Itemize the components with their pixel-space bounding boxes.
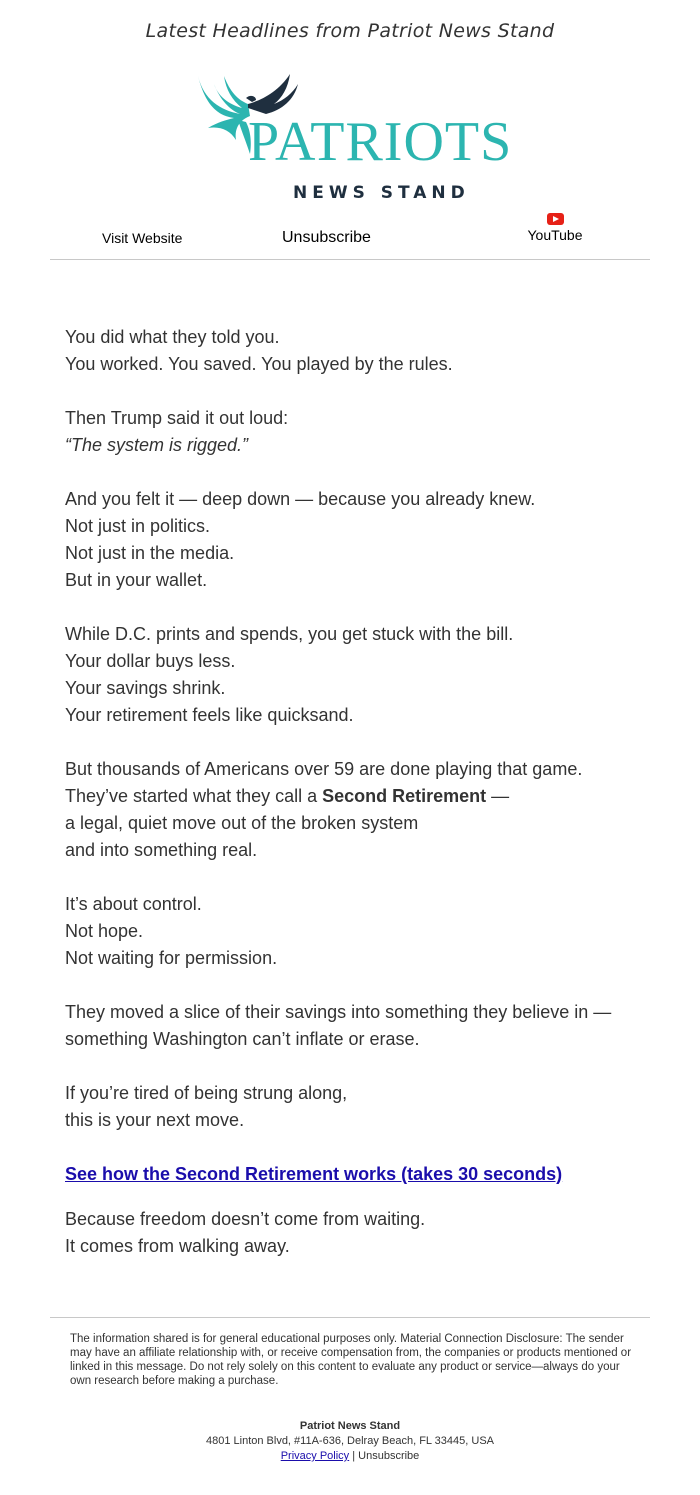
text-line: Then Trump said it out loud: [65, 408, 289, 428]
youtube-link[interactable] [527, 213, 583, 243]
text-line: this is your next move. [65, 1110, 245, 1130]
unsubscribe-link[interactable]: Unsubscribe [282, 229, 371, 246]
text-line: But thousands of Americans over 59 are done playing that game. [65, 759, 583, 779]
disclaimer-text: The information shared is for general educational purposes only. Material Connection Disclosure: The sender may have an affiliate relationship with, or receive compensation from, the companies or products mentioned or linked in this message. Do not rely solely on this content to evaluate any product or service—always do your own research before making a purchase. [70, 1333, 632, 1387]
text-line: Not hope. [65, 921, 144, 941]
paragraph-6 [65, 891, 655, 972]
email-body [65, 324, 655, 1287]
text-fragment: — [486, 786, 510, 806]
text-line: Your retirement feels like quicksand. [65, 705, 354, 725]
paragraph-2 [65, 405, 655, 459]
text-line: Your dollar buys less. [65, 651, 236, 671]
text-line: a legal, quiet move out of the broken system [65, 813, 419, 833]
text-line: While D.C. prints and spends, you get stuck with the bill. [65, 624, 514, 644]
paragraph-5 [65, 756, 655, 864]
text-line: and into something real. [65, 840, 258, 860]
paragraph-8 [65, 1080, 655, 1134]
text-fragment: They’ve started what they call a [65, 786, 323, 806]
footer-separator: | [352, 1450, 356, 1462]
text-line: Your savings shrink. [65, 678, 226, 698]
text-line: It comes from walking away. [65, 1236, 290, 1256]
text-line: Not waiting for permission. [65, 948, 278, 968]
text-line: You worked. You saved. You played by the rules. [65, 354, 453, 374]
text-line: Because freedom doesn’t come from waiting. [65, 1209, 426, 1229]
youtube-icon [547, 213, 564, 225]
visit-website-link[interactable]: Visit Website [102, 230, 183, 246]
text-line: It’s about control. [65, 894, 202, 914]
logo-wordmark: PATRIOTS [248, 111, 513, 173]
bold-phrase: Second Retirement [322, 786, 487, 806]
footer-unsubscribe-link[interactable]: Unsubscribe [358, 1450, 420, 1462]
patriots-news-stand-logo[interactable] [190, 70, 520, 210]
paragraph-9 [65, 1206, 655, 1260]
logo-subtitle: NEWS STAND [293, 183, 470, 203]
paragraph-7 [65, 999, 655, 1053]
footer [0, 1419, 700, 1464]
text-line: If you’re tired of being strung along, [65, 1083, 348, 1103]
youtube-label: YouTube [527, 227, 583, 243]
text-line: You did what they told you. [65, 327, 280, 347]
header-divider [50, 259, 650, 260]
paragraph-3 [65, 486, 655, 594]
footer-links [0, 1449, 700, 1464]
privacy-policy-link[interactable]: Privacy Policy [280, 1450, 350, 1462]
paragraph-1 [65, 324, 655, 378]
paragraph-4 [65, 621, 655, 729]
preheader-text: Latest Headlines from Patriot News Stand [145, 20, 555, 42]
footer-company-name: Patriot News Stand [299, 1420, 401, 1432]
text-line: They moved a slice of their savings into something they believe in — [65, 1002, 612, 1022]
text-line: But in your wallet. [65, 570, 208, 590]
footer-divider [50, 1317, 650, 1318]
text-line [65, 783, 655, 810]
footer-address: 4801 Linton Blvd, #11A-636, Delray Beach, FL 33445, USA [205, 1435, 494, 1447]
text-line: And you felt it — deep down — because you already knew. [65, 489, 536, 509]
text-line: something Washington can’t inflate or erase. [65, 1029, 420, 1049]
second-retirement-cta-link[interactable]: See how the Second Retirement works (takes 30 seconds) [65, 1164, 563, 1184]
quote-line: “The system is rigged.” [65, 435, 249, 455]
text-line: Not just in the media. [65, 543, 235, 563]
text-line: Not just in politics. [65, 516, 211, 536]
